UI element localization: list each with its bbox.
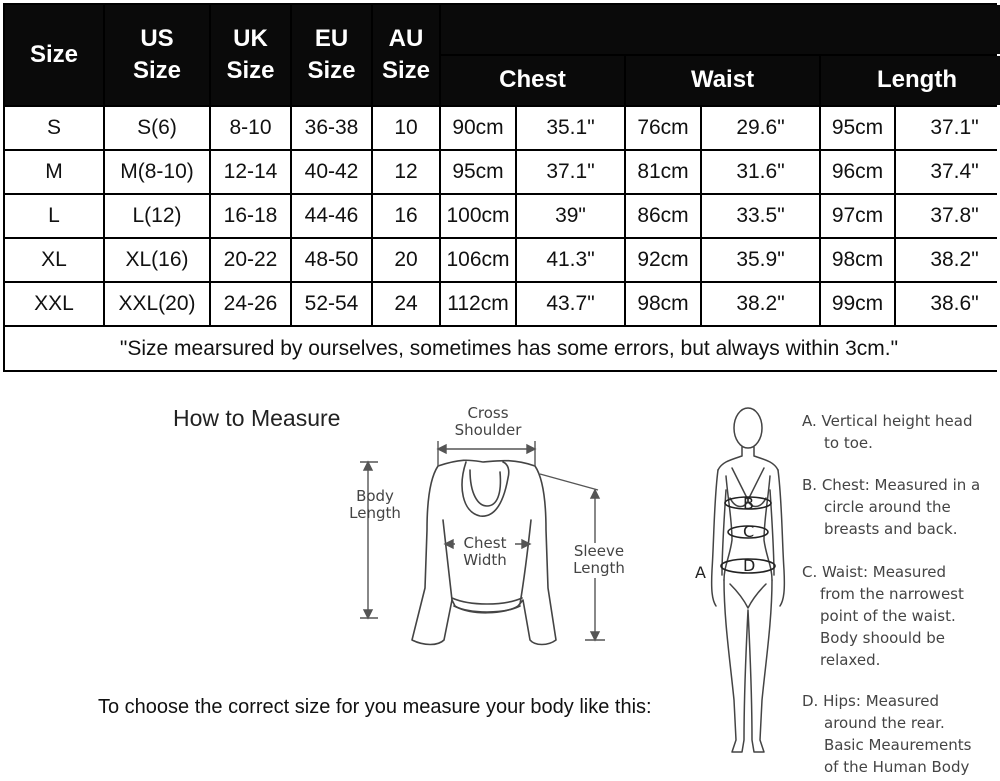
table-cell: 100cm xyxy=(441,195,515,237)
description-line: A. Vertical height head xyxy=(802,412,973,430)
table-cell: 86cm xyxy=(626,195,700,237)
table-cell: 90cm xyxy=(441,107,515,149)
table-cell: 96cm xyxy=(821,151,894,193)
table-cell: 81cm xyxy=(626,151,700,193)
table-cell: 41.3" xyxy=(517,239,624,281)
table-cell: 31.6" xyxy=(702,151,819,193)
body-length-line2: Length xyxy=(349,504,401,523)
table-cell: 97cm xyxy=(821,195,894,237)
table-cell: 36-38 xyxy=(292,107,371,149)
table-cell: 24 xyxy=(373,283,439,325)
measure-instruction: To choose the correct size for you measure your body like this: xyxy=(98,696,652,718)
sleeve-length-line2: Length xyxy=(573,559,625,578)
table-cell: 95cm xyxy=(821,107,894,149)
table-cell: XXL(20) xyxy=(105,283,209,325)
description-line: point of the waist. xyxy=(820,607,956,625)
table-cell: XL(16) xyxy=(105,239,209,281)
table-cell: 52-54 xyxy=(292,283,371,325)
table-cell: M xyxy=(5,151,103,193)
table-cell: 44-46 xyxy=(292,195,371,237)
table-cell: 20 xyxy=(373,239,439,281)
table-cell: 98cm xyxy=(821,239,894,281)
table-cell: 8-10 xyxy=(211,107,290,149)
table-cell: M(8-10) xyxy=(105,151,209,193)
header-uk-line2: Size xyxy=(226,57,275,84)
table-cell: 38.2" xyxy=(896,239,1000,281)
description-line: B. Chest: Measured in a xyxy=(802,476,981,494)
table-cell: 40-42 xyxy=(292,151,371,193)
description-line: D. Hips: Measured xyxy=(802,692,939,710)
table-cell: 24-26 xyxy=(211,283,290,325)
body-length-line1: Body xyxy=(356,487,394,505)
header-eu-line2: Size xyxy=(307,57,356,84)
figure-right-arm xyxy=(778,470,784,606)
table-cell: 12 xyxy=(373,151,439,193)
description-line: relaxed. xyxy=(820,651,881,669)
table-cell: 98cm xyxy=(626,283,700,325)
figure-head xyxy=(734,408,762,448)
table-cell: 35.1" xyxy=(517,107,624,149)
header-eu-line1: EU xyxy=(314,24,349,52)
table-cell: 76cm xyxy=(626,107,700,149)
table-cell: 35.9" xyxy=(702,239,819,281)
cross-shoulder-line1: Cross xyxy=(467,404,509,422)
table-cell: 112cm xyxy=(441,283,515,325)
description-height xyxy=(802,410,994,454)
table-cell: 106cm xyxy=(441,239,515,281)
description-chest xyxy=(802,474,994,540)
description-line: to toe. xyxy=(824,434,873,452)
table-cell: 16-18 xyxy=(211,195,290,237)
header-chest-label: Chest xyxy=(499,66,566,94)
chest-width-line2: Width xyxy=(463,551,507,570)
table-cell: 33.5" xyxy=(702,195,819,237)
marker-a: A xyxy=(695,563,706,582)
sleeve-length-line1: Sleeve xyxy=(573,542,625,560)
how-to-measure-title: How to Measure xyxy=(173,405,341,431)
table-cell: S xyxy=(5,107,103,149)
description-line: around the rear. xyxy=(824,714,945,732)
measurement-note: "Size mearsured by ourselves, sometimes has some errors, but always within 3cm." xyxy=(5,327,1000,370)
figure-left-arm xyxy=(712,470,718,606)
description-line: Basic Meaurements xyxy=(824,736,972,754)
table-cell: 37.4" xyxy=(896,151,1000,193)
marker-b: B xyxy=(743,494,754,513)
table-cell: 10 xyxy=(373,107,439,149)
table-cell: 92cm xyxy=(626,239,700,281)
description-line: C. Waist: Measured xyxy=(802,563,947,581)
table-cell: 37.1" xyxy=(896,107,1000,149)
table-cell: 37.1" xyxy=(517,151,624,193)
header-uk-line1: UK xyxy=(233,24,268,52)
header-au-line2: Size xyxy=(381,57,431,84)
description-line: circle around the xyxy=(824,498,951,516)
chest-width-line1: Chest xyxy=(463,534,507,552)
table-cell: 38.6" xyxy=(896,283,1000,325)
header-size-label: Size xyxy=(29,40,79,68)
description-line: Body shoould be xyxy=(820,629,946,647)
header-waist-label: Waist xyxy=(690,66,755,94)
table-cell: 38.2" xyxy=(702,283,819,325)
table-cell: 95cm xyxy=(441,151,515,193)
table-cell: XXL xyxy=(5,283,103,325)
table-cell: 43.7" xyxy=(517,283,624,325)
description-hips xyxy=(802,690,994,778)
marker-c: C xyxy=(743,522,755,541)
header-us-line1: US xyxy=(140,24,174,52)
description-line: breasts and back. xyxy=(824,520,958,538)
marker-d: D xyxy=(743,556,756,575)
description-line: from the narrowest xyxy=(820,585,964,603)
figure-legs xyxy=(724,580,772,752)
header-us-line2: Size xyxy=(132,57,182,84)
table-cell: L(12) xyxy=(105,195,209,237)
table-cell: 16 xyxy=(373,195,439,237)
table-cell: 48-50 xyxy=(292,239,371,281)
description-line: of the Human Body xyxy=(824,758,970,776)
table-cell: 39" xyxy=(517,195,624,237)
table-cell: 99cm xyxy=(821,283,894,325)
table-cell: 12-14 xyxy=(211,151,290,193)
table-cell: S(6) xyxy=(105,107,209,149)
header-au-line1: AU xyxy=(388,24,424,52)
cross-shoulder-line2: Shoulder xyxy=(454,421,522,440)
table-cell: XL xyxy=(5,239,103,281)
table-cell: L xyxy=(5,195,103,237)
header-length-label: Length xyxy=(877,66,957,94)
table-cell: 37.8" xyxy=(896,195,1000,237)
description-waist xyxy=(802,561,994,671)
table-cell: 29.6" xyxy=(702,107,819,149)
table-cell: 20-22 xyxy=(211,239,290,281)
